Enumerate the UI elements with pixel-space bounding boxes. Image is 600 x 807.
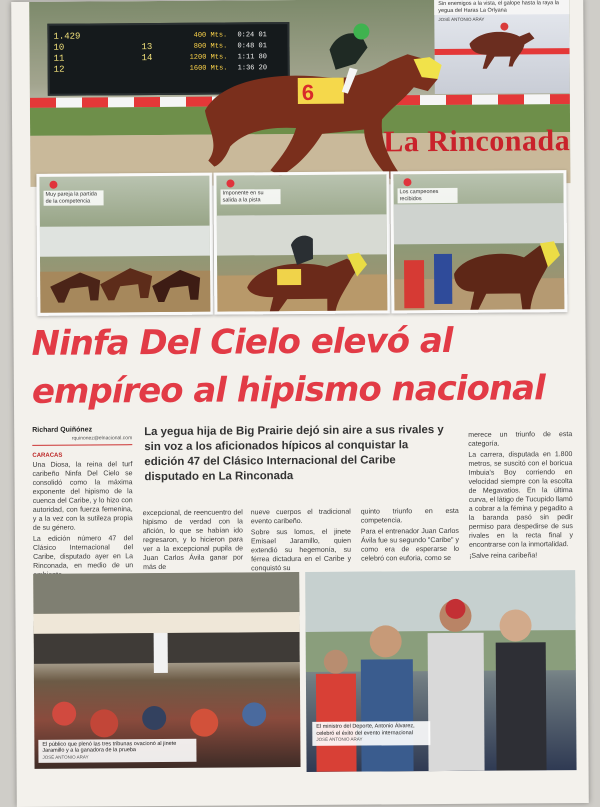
crowd-photo bbox=[33, 572, 300, 769]
column-5-closing: ¡Salve reina caribeña! bbox=[469, 552, 538, 560]
byline bbox=[32, 426, 132, 446]
minister-photo bbox=[305, 570, 576, 772]
thumb-photo-parade bbox=[213, 171, 390, 314]
column-5-paragraph-2: La carrera, disputada en 1.800 metros, se suscitó con el boricua Imbuia's Boy corriendo en velocidad siempre con la escolta de Megavatios. En la última curva, el látigo de Tucupido llamó a cobrar a la fémina y pegadito a la baranda pasó sin pedir permiso para despedirse de sus rivales en la recta final y encontrarse con la inmortalidad. bbox=[468, 451, 573, 549]
minister-photo-caption bbox=[312, 721, 430, 745]
byline-rule bbox=[32, 444, 132, 446]
saddle-number: 6 bbox=[301, 79, 315, 105]
photo-strip bbox=[30, 170, 571, 319]
minister-caption-credit: JOSÉ ANTONIO ARAY bbox=[316, 736, 363, 742]
article-column-5 bbox=[468, 430, 573, 561]
headline-line-1: Ninfa Del Cielo elevó al bbox=[31, 320, 453, 364]
caption-dot bbox=[226, 179, 234, 187]
author-email: rquinonez@elnacional.com bbox=[71, 435, 133, 442]
board-mid-numbers: 13 14 bbox=[141, 42, 153, 64]
thumb-caption: Muy pareja la partida de la competencia bbox=[44, 190, 104, 205]
column-3-paragraph-2: Sobre sus lomos, el jinete Emisael Jaramillo, quien extendió su hegemonía, su férrea dictadura en el Caribe y conquistó su bbox=[250, 528, 352, 573]
column-5-paragraph-1: merece un triunfo de esta categoría. bbox=[468, 431, 573, 448]
hero-photo bbox=[29, 0, 570, 187]
thumb-caption: Imponente en su salida a la pista bbox=[221, 189, 281, 204]
crowd-caption-text: El público que plenó las tres tribunas ovacionó al jinete Jaramillo y a la ganadora de la prueba bbox=[42, 740, 177, 754]
thumb-photo-champions bbox=[390, 170, 567, 313]
caption-dot bbox=[403, 178, 411, 186]
article-deck: La yegua hija de Big Prairie dejó sin aire a sus rivales y sin voz a los aficionados hípicos al conquistar la edición 47 del Clásico Internacional del Caribe disputado en La Rinconada bbox=[144, 423, 444, 484]
dateline: CARACAS bbox=[32, 452, 63, 459]
headline-line-2: empíreo al hipismo nacional bbox=[31, 368, 545, 412]
thumb-photo-start bbox=[36, 173, 213, 316]
author-name: Richard Quiñónez bbox=[32, 426, 93, 434]
article-column-3 bbox=[251, 508, 351, 574]
column-2-paragraph: excepcional, de reencuentro del hipismo de verdad con la afición, lo que se habían ido regresaron, y lo hicieron para ver a la excepcional pupila de Juan Carlos Ávila ganar por más de bbox=[142, 509, 244, 572]
track-sign: La Rinconada bbox=[383, 124, 571, 159]
racehorse-illustration bbox=[29, 0, 570, 187]
crowd-caption-credit: JOSÉ ANTONIO ARAY bbox=[42, 753, 89, 760]
column-1-paragraph-1: Una Diosa, la reina del turf caribeño Ninfa Del Cielo se consolidó como la máxima exponente del hipismo de la cuenca del Caribe, y lo hizo con autoridad, con fuerza femenina, y a la vez con la sutileza propia de su género. bbox=[32, 461, 133, 532]
article-column-1 bbox=[32, 451, 133, 580]
column-3-paragraph-1: nueve cuerpos el tradicional evento caribeño. bbox=[250, 508, 351, 526]
crowd-photo-caption bbox=[38, 738, 196, 763]
column-1-paragraph-2: La edición número 47 del Clásico Internacional del Caribe, disputado ayer en La Rinconada, en medio de un bbox=[32, 535, 134, 570]
newspaper-page bbox=[11, 0, 589, 807]
caption-dot bbox=[49, 181, 57, 189]
board-left-numbers: 1.429 10 11 12 bbox=[53, 31, 81, 75]
inset-credit: JOSÉ ANTONIO ARAY bbox=[438, 16, 485, 23]
article-column-4 bbox=[361, 507, 459, 564]
minister-caption-text: El ministro del Deporte, Antonio Álvarez, celebró el éxito del evento internacional bbox=[316, 723, 415, 737]
board-times: 0:24 01 0:48 01 1:11 80 1:36 20 bbox=[237, 31, 268, 73]
board-distance-labels: 400 Mts. 800 Mts. 1200 Mts. 1600 Mts. bbox=[189, 31, 228, 73]
article-column-2 bbox=[143, 508, 243, 572]
column-4-paragraph-2: Para el entrenador Juan Carlos Ávila fue su segundo "Caribe" y como era de esperarse lo celebró con euforia, como se bbox=[360, 527, 460, 563]
inset-caption: Sin enemigos a la vista, el galope hasta la raya la yegua del Haras La Orlyana bbox=[434, 0, 569, 15]
headline bbox=[31, 316, 580, 416]
thumb-caption: Los campeones recibidos bbox=[398, 188, 458, 203]
column-4-paragraph-1: quinto triunfo en esta competencia. bbox=[360, 507, 459, 525]
